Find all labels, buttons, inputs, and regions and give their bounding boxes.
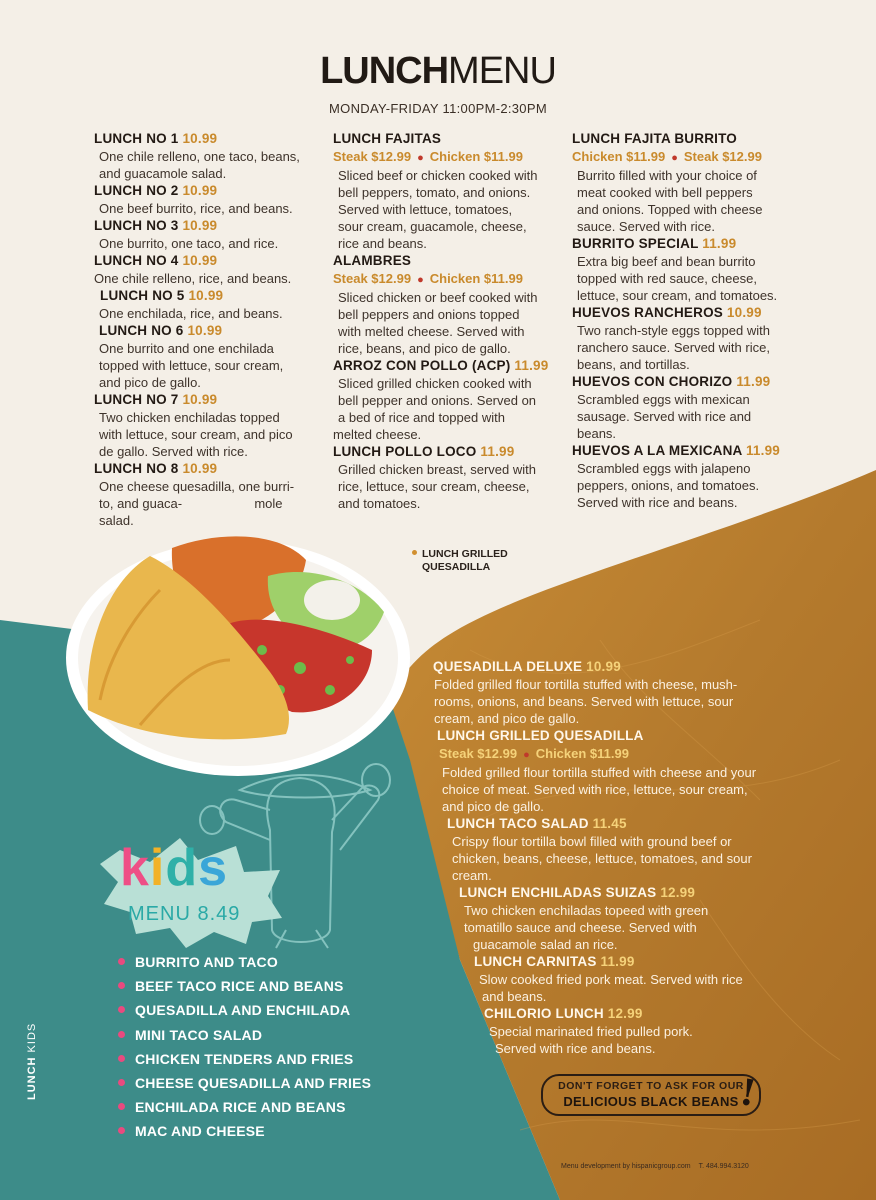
item-desc-line: beans, and tortillas. bbox=[577, 357, 690, 372]
option-price: Steak $12.99 bbox=[683, 149, 762, 164]
item-desc-line: guacamole salad an rice. bbox=[473, 937, 618, 952]
item-desc-line: Extra big beef and bean burrito bbox=[577, 254, 756, 269]
bullet-icon bbox=[118, 1055, 125, 1062]
menu-item bbox=[94, 217, 326, 252]
menu-item bbox=[572, 235, 804, 304]
kids-logo bbox=[120, 839, 229, 897]
item-name: HUEVOS A LA MEXICANA bbox=[572, 443, 743, 458]
item-price: 10.99 bbox=[188, 288, 224, 303]
item-desc-line: One chile relleno, one taco, beans, bbox=[99, 149, 300, 164]
list-item bbox=[118, 1071, 371, 1095]
list-item bbox=[118, 1023, 371, 1047]
item-desc-line: Folded grilled flour tortilla stuffed with cheese and your bbox=[442, 765, 757, 780]
menu-item bbox=[94, 322, 326, 391]
item-name: LUNCH CARNITAS bbox=[474, 954, 597, 969]
item-price: 11.99 bbox=[745, 443, 781, 458]
item-desc-line: Scrambled eggs with mexican bbox=[577, 392, 750, 407]
item-name: LUNCH NO 7 bbox=[94, 392, 179, 407]
caption-line: LUNCH GRILLED bbox=[422, 548, 508, 560]
black-beans-note bbox=[541, 1074, 761, 1116]
menu-item bbox=[572, 373, 804, 442]
title-bold: LUNCH bbox=[320, 50, 449, 92]
option-price: Chicken $11.99 bbox=[429, 149, 523, 164]
kids-letter: k bbox=[120, 839, 150, 897]
item-desc-line: rice, lettuce, sour cream, cheese, bbox=[338, 479, 530, 494]
item-name: BURRITO SPECIAL bbox=[572, 236, 699, 251]
kids-menu-price: MENU 8.49 bbox=[128, 903, 241, 925]
item-desc-line: and guacamole salad. bbox=[99, 166, 227, 181]
item-price: 10.99 bbox=[182, 253, 218, 268]
note-line-1: DON'T FORGET TO ASK FOR OUR bbox=[558, 1080, 744, 1092]
list-item bbox=[118, 1095, 371, 1119]
item-desc-line: salad. bbox=[99, 513, 134, 528]
item-price: 11.99 bbox=[600, 954, 635, 969]
item-desc-line: Grilled chicken breast, served with bbox=[338, 462, 536, 477]
item-name: LUNCH NO 2 bbox=[94, 183, 179, 198]
menu-item bbox=[94, 287, 326, 322]
item-desc-line: melted cheese. bbox=[333, 427, 422, 442]
menu-item bbox=[572, 442, 804, 511]
item-desc-line: meat cooked with bell peppers bbox=[577, 185, 753, 200]
bullet-icon bbox=[118, 1006, 125, 1013]
item-desc-line: One burrito, one taco, and rice. bbox=[99, 236, 279, 251]
kids-letter: s bbox=[198, 839, 229, 897]
item-name: LUNCH NO 4 bbox=[94, 253, 179, 268]
item-desc-line: topped with lettuce, sour cream, bbox=[99, 358, 284, 373]
item-desc-line: and beans. bbox=[482, 989, 547, 1004]
menu-item bbox=[433, 884, 813, 953]
item-options bbox=[437, 745, 813, 764]
menu-item bbox=[433, 1005, 813, 1057]
item-desc-line: ranchero sauce. Served with rice, bbox=[577, 340, 770, 355]
item-desc-line: a bed of rice and topped with bbox=[338, 410, 505, 425]
item-desc-line: topped with red sauce, cheese, bbox=[577, 271, 757, 286]
list-item bbox=[118, 998, 371, 1022]
item-options bbox=[333, 148, 565, 167]
item-desc-line: Slow cooked fried pork meat. Served with rice bbox=[479, 972, 743, 987]
note-line-2: DELICIOUS BLACK BEANS bbox=[563, 1094, 739, 1109]
bullet-icon: ● bbox=[417, 152, 424, 164]
item-price: 11.45 bbox=[592, 816, 627, 831]
item-price: 10.99 bbox=[182, 183, 218, 198]
kids-item-label: ENCHILADA RICE AND BEANS bbox=[135, 1099, 346, 1116]
item-price: 12.99 bbox=[660, 885, 696, 900]
item-desc-line: Served with rice and beans. bbox=[495, 1041, 656, 1056]
item-price: 10.99 bbox=[182, 461, 218, 476]
item-desc-line: One burrito and one enchilada bbox=[99, 341, 274, 356]
item-desc-line: chicken, beans, cheese, lettuce, tomatoes, and sour bbox=[452, 851, 752, 866]
item-desc-line: Two ranch-style eggs topped with bbox=[577, 323, 770, 338]
menu-item bbox=[94, 252, 326, 287]
item-desc-line: with lettuce, sour cream, and pico bbox=[99, 427, 293, 442]
side-label-rest: KIDS bbox=[26, 1022, 38, 1053]
menu-item bbox=[572, 304, 804, 373]
item-desc-line: de gallo. Served with rice. bbox=[99, 444, 248, 459]
item-desc-line: Scrambled eggs with jalapeno bbox=[577, 461, 751, 476]
item-desc-line: beans. bbox=[577, 426, 617, 441]
option-price: Steak $12.99 bbox=[333, 149, 412, 164]
item-options bbox=[572, 148, 804, 167]
item-desc-line: peppers, onions, and tomatoes. bbox=[577, 478, 760, 493]
item-desc-line: and tomatoes. bbox=[338, 496, 421, 511]
kids-item-label: MINI TACO SALAD bbox=[135, 1026, 263, 1043]
item-desc-line: and pico de gallo. bbox=[99, 375, 201, 390]
option-price: Steak $12.99 bbox=[333, 271, 412, 286]
item-desc-line: Burrito filled with your choice of bbox=[577, 168, 757, 183]
list-item bbox=[118, 974, 371, 998]
item-desc-line: rice, beans, and pico de gallo. bbox=[338, 341, 511, 356]
title-light: MENU bbox=[448, 50, 556, 92]
item-name: HUEVOS RANCHEROS bbox=[572, 305, 723, 320]
caption-line: QUESADILLA bbox=[422, 561, 491, 573]
menu-item bbox=[433, 727, 813, 815]
menu-item bbox=[94, 182, 326, 217]
item-desc-line: Special marinated fried pulled pork. bbox=[489, 1024, 693, 1039]
menu-item bbox=[433, 815, 813, 884]
menu-item bbox=[94, 391, 326, 460]
list-item bbox=[118, 1047, 371, 1071]
option-price: Steak $12.99 bbox=[439, 746, 518, 761]
menu-item bbox=[333, 357, 565, 443]
option-price: Chicken $11.99 bbox=[535, 746, 629, 761]
quesadilla-section bbox=[433, 658, 813, 1057]
credit-phone: T. 484.994.3120 bbox=[698, 1163, 749, 1170]
menu-item bbox=[94, 460, 326, 529]
item-price: 11.99 bbox=[514, 358, 549, 373]
item-name: LUNCH NO 8 bbox=[94, 461, 179, 476]
plate-photo bbox=[66, 536, 410, 776]
item-desc-line: bell peppers and onions topped bbox=[338, 307, 520, 322]
menu-item bbox=[433, 953, 813, 1005]
hours-text: MONDAY-FRIDAY 11:00PM-2:30PM bbox=[329, 101, 547, 116]
item-desc-line: One enchilada, rice, and beans. bbox=[99, 306, 283, 321]
item-desc-line: One chile relleno, rice, and beans. bbox=[94, 271, 292, 286]
item-desc-line: cream. bbox=[452, 868, 492, 883]
item-name: LUNCH POLLO LOCO bbox=[333, 444, 477, 459]
item-name: LUNCH NO 1 bbox=[94, 131, 179, 146]
option-price: Chicken $11.99 bbox=[572, 149, 666, 164]
item-desc-line: with melted cheese. Served with bbox=[338, 324, 525, 339]
option-price: Chicken $11.99 bbox=[429, 271, 523, 286]
kids-letter: d bbox=[165, 839, 199, 897]
item-desc-line: Sliced grilled chicken cooked with bbox=[338, 376, 532, 391]
item-name: LUNCH NO 5 bbox=[100, 288, 185, 303]
item-desc-line: rice and beans. bbox=[338, 236, 427, 251]
item-desc-line: rooms, onions, and beans. Served with lettuce, sour bbox=[434, 694, 734, 709]
photo-caption bbox=[412, 548, 508, 574]
menu-item bbox=[333, 443, 565, 512]
item-desc-line: and onions. Topped with cheese bbox=[577, 202, 763, 217]
item-desc-line: Sliced beef or chicken cooked with bbox=[338, 168, 538, 183]
kids-menu-list bbox=[118, 950, 371, 1144]
menu-item bbox=[572, 130, 804, 235]
item-price: 10.99 bbox=[182, 131, 218, 146]
item-price: 10.99 bbox=[726, 305, 762, 320]
item-name: QUESADILLA DELUXE bbox=[433, 659, 583, 674]
item-price: 11.99 bbox=[480, 444, 515, 459]
item-name: LUNCH FAJITAS bbox=[333, 131, 442, 146]
item-desc-line: choice of meat. Served with rice, lettuce, sour cream, bbox=[442, 782, 748, 797]
item-desc-line: Two chicken enchiladas topped bbox=[99, 410, 280, 425]
item-price: 11.99 bbox=[736, 374, 771, 389]
item-name: LUNCH GRILLED QUESADILLA bbox=[437, 728, 644, 743]
item-name: ALAMBRES bbox=[333, 253, 412, 268]
side-label bbox=[26, 1023, 38, 1100]
kids-item-label: MAC AND CHEESE bbox=[135, 1123, 265, 1140]
side-label-bold: LUNCH bbox=[26, 1056, 38, 1100]
item-desc-line: Crispy flour tortilla bowl filled with ground beef or bbox=[452, 834, 732, 849]
item-name: ARROZ CON POLLO (ACP) bbox=[333, 358, 511, 373]
credit-line bbox=[561, 1163, 749, 1170]
item-price: 10.99 bbox=[586, 659, 621, 674]
item-desc-line: Served with lettuce, tomatoes, bbox=[338, 202, 513, 217]
bullet-icon bbox=[118, 1127, 125, 1134]
bullet-icon bbox=[412, 550, 417, 555]
page-title bbox=[0, 52, 876, 90]
item-desc-line: bell pepper and onions. Served on bbox=[338, 393, 537, 408]
item-name: LUNCH TACO SALAD bbox=[447, 816, 589, 831]
item-desc-line: lettuce, sour cream, and tomatoes. bbox=[577, 288, 778, 303]
item-price: 12.99 bbox=[607, 1006, 643, 1021]
item-desc-line: cream, and pico de gallo. bbox=[434, 711, 580, 726]
item-price: 10.99 bbox=[187, 323, 223, 338]
item-desc-line: Two chicken enchiladas topeed with green bbox=[464, 903, 709, 918]
item-desc-line: One cheese quesadilla, one burri- bbox=[99, 479, 295, 494]
item-desc-line: bell peppers, tomato, and onions. bbox=[338, 185, 531, 200]
bullet-icon bbox=[118, 1079, 125, 1086]
item-name: LUNCH NO 3 bbox=[94, 218, 179, 233]
menu-item bbox=[333, 130, 565, 252]
kids-item-label: CHEESE QUESADILLA AND FRIES bbox=[135, 1075, 372, 1092]
item-name: LUNCH FAJITA BURRITO bbox=[572, 131, 737, 146]
item-desc-line: Served with rice and beans. bbox=[577, 495, 738, 510]
menu-item bbox=[94, 130, 326, 182]
item-options bbox=[333, 270, 565, 289]
item-desc-line: Sliced chicken or beef cooked with bbox=[338, 290, 538, 305]
bullet-icon bbox=[118, 958, 125, 965]
kids-item-label: CHICKEN TENDERS AND FRIES bbox=[135, 1050, 354, 1067]
item-price: 10.99 bbox=[182, 392, 218, 407]
item-price: 11.99 bbox=[702, 236, 737, 251]
bullet-icon bbox=[118, 982, 125, 989]
item-desc-line: to, and guaca- mole bbox=[99, 496, 283, 511]
item-desc-line: tomatillo sauce and cheese. Served with bbox=[464, 920, 697, 935]
item-desc-line: and pico de gallo. bbox=[442, 799, 544, 814]
lunch-column-3 bbox=[572, 130, 804, 511]
bullet-icon bbox=[118, 1103, 125, 1110]
list-item bbox=[118, 1119, 371, 1143]
item-desc-line: sausage. Served with rice and bbox=[577, 409, 752, 424]
bullet-icon: ● bbox=[671, 152, 678, 164]
lunch-column-1 bbox=[94, 130, 326, 529]
menu-item bbox=[433, 658, 813, 727]
item-desc-line: sour cream, guacamole, cheese, bbox=[338, 219, 527, 234]
lunch-column-2 bbox=[333, 130, 565, 512]
exclamation-icon: ! bbox=[736, 1070, 760, 1116]
item-name: HUEVOS CON CHORIZO bbox=[572, 374, 733, 389]
kids-letter: i bbox=[149, 839, 166, 897]
item-desc-line: sauce. Served with rice. bbox=[577, 219, 716, 234]
item-desc-line: Folded grilled flour tortilla stuffed with cheese, mush- bbox=[434, 677, 738, 692]
item-desc-line: One beef burrito, rice, and beans. bbox=[99, 201, 293, 216]
credit-text: Menu development by hispanicgroup.com bbox=[561, 1163, 691, 1170]
kids-item-label: BEEF TACO RICE AND BEANS bbox=[135, 978, 344, 995]
kids-item-label: BURRITO AND TACO bbox=[135, 954, 278, 970]
menu-item bbox=[333, 252, 565, 357]
bullet-icon: ● bbox=[417, 274, 424, 286]
item-name: LUNCH NO 6 bbox=[99, 323, 184, 338]
bullet-icon bbox=[118, 1031, 125, 1038]
kids-item-label: QUESADILLA AND ENCHILADA bbox=[135, 1002, 351, 1019]
item-name: LUNCH ENCHILADAS SUIZAS bbox=[459, 885, 657, 900]
item-price: 10.99 bbox=[182, 218, 218, 233]
item-name: CHILORIO LUNCH bbox=[484, 1006, 604, 1021]
bullet-icon: ● bbox=[523, 749, 530, 761]
list-item bbox=[118, 950, 371, 974]
